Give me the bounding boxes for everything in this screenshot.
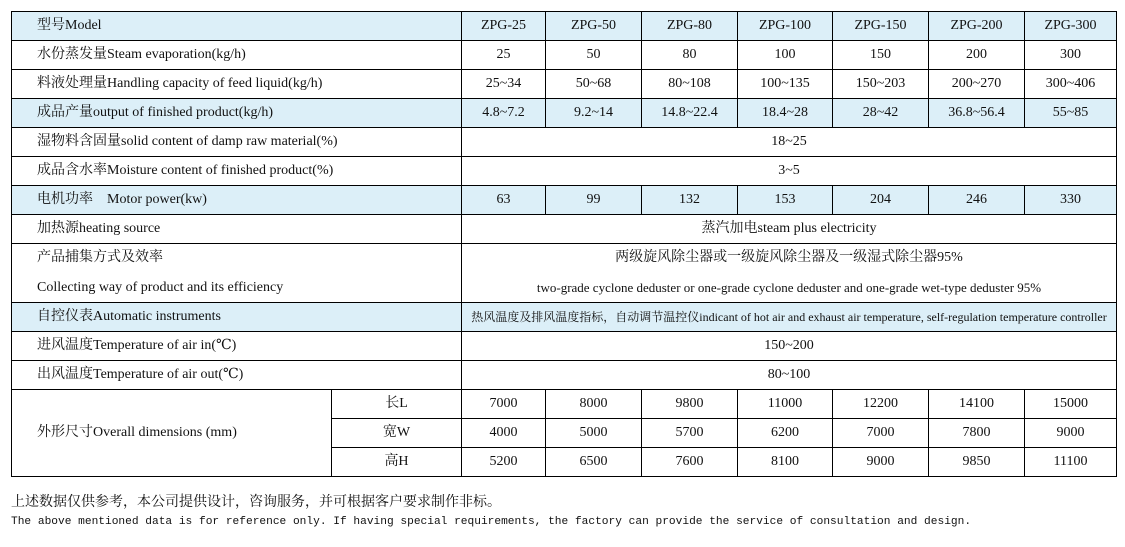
row-label: 电机功率 Motor power(kw) [12, 186, 462, 215]
value-cell: 246 [929, 186, 1025, 215]
merged-value-cell: 3~5 [462, 157, 1117, 186]
table-row-steam-evaporation [12, 41, 1117, 70]
collecting-value-en: two-grade cyclone deduster or one-grade cyclone deduster and one-grade wet-type deduster 95% [536, 280, 1042, 295]
merged-value-cell: 18~25 [462, 128, 1117, 157]
merged-value-cell: 80~100 [462, 361, 1117, 390]
value-cell: 7800 [929, 419, 1025, 448]
row-label: 成品产量output of finished product(kg/h) [12, 99, 462, 128]
value-cell: 9800 [642, 390, 738, 419]
value-cell: 7000 [833, 419, 929, 448]
header-row [12, 12, 1117, 41]
model-cell: ZPG-100 [738, 12, 833, 41]
table-row-motor-power [12, 186, 1117, 215]
table-row-dimension-length [12, 390, 1117, 419]
value-cell: 6500 [546, 448, 642, 477]
footnote-en: The above mentioned data is for reference only. If having special requirements, the factory can provide the service of consultation and design. [11, 516, 972, 528]
value-cell: 100 [738, 41, 833, 70]
value-cell: 9850 [929, 448, 1025, 477]
value-cell: 5700 [642, 419, 738, 448]
value-cell: 9000 [833, 448, 929, 477]
row-label [12, 244, 462, 303]
value-cell: 5000 [546, 419, 642, 448]
value-cell: 300 [1025, 41, 1117, 70]
value-cell: 5200 [462, 448, 546, 477]
value-cell: 14.8~22.4 [642, 99, 738, 128]
value-cell: 4000 [462, 419, 546, 448]
value-cell: 28~42 [833, 99, 929, 128]
table-row-heating-source [12, 215, 1117, 244]
row-label: 湿物料含固量solid content of damp raw material(%) [12, 128, 462, 157]
value-cell: 25~34 [462, 70, 546, 99]
value-cell: 80 [642, 41, 738, 70]
value-cell: 6200 [738, 419, 833, 448]
collecting-value-zh: 两级旋风除尘器或一级旋风除尘器及一级湿式除尘器95% [615, 250, 963, 265]
value-cell: 204 [833, 186, 929, 215]
table-row-instruments [12, 303, 1117, 332]
table-row-air-in [12, 332, 1117, 361]
value-cell: 153 [738, 186, 833, 215]
value-cell: 330 [1025, 186, 1117, 215]
value-cell: 200~270 [929, 70, 1025, 99]
spec-table [11, 11, 1117, 477]
merged-value-cell: 热风温度及排风温度指标，自动调节温控仪indicant of hot air and exhaust air temperature, self-regulation temperature controller [462, 303, 1117, 332]
model-cell: ZPG-80 [642, 12, 738, 41]
dimension-sub-label: 高H [332, 448, 462, 477]
value-cell: 80~108 [642, 70, 738, 99]
value-cell: 50~68 [546, 70, 642, 99]
value-cell: 4.8~7.2 [462, 99, 546, 128]
value-cell: 25 [462, 41, 546, 70]
value-cell: 15000 [1025, 390, 1117, 419]
model-cell: ZPG-200 [929, 12, 1025, 41]
table-row-air-out [12, 361, 1117, 390]
value-cell: 8100 [738, 448, 833, 477]
value-cell: 12200 [833, 390, 929, 419]
value-cell: 150 [833, 41, 929, 70]
value-cell: 99 [546, 186, 642, 215]
merged-value-cell [462, 244, 1117, 303]
collecting-label-zh: 产品捕集方式及效率 [37, 250, 163, 265]
row-label: 自控仪表Automatic instruments [12, 303, 462, 332]
header-label: 型号Model [12, 12, 462, 41]
value-cell: 36.8~56.4 [929, 99, 1025, 128]
row-label: 料液处理量Handling capacity of feed liquid(kg/h) [12, 70, 462, 99]
merged-value-cell: 蒸汽加电steam plus electricity [462, 215, 1117, 244]
value-cell: 11100 [1025, 448, 1117, 477]
value-cell: 8000 [546, 390, 642, 419]
dimension-sub-label: 长L [332, 390, 462, 419]
value-cell: 7600 [642, 448, 738, 477]
value-cell: 9.2~14 [546, 99, 642, 128]
value-cell: 55~85 [1025, 99, 1117, 128]
table-row-moisture-content [12, 157, 1117, 186]
dimension-sub-label: 宽W [332, 419, 462, 448]
row-label: 加热源heating source [12, 215, 462, 244]
table-row-handling-capacity [12, 70, 1117, 99]
merged-value-cell: 150~200 [462, 332, 1117, 361]
value-cell: 7000 [462, 390, 546, 419]
row-label: 进风温度Temperature of air in(℃) [12, 332, 462, 361]
row-label: 出风温度Temperature of air out(℃) [12, 361, 462, 390]
table-row-finished-output [12, 99, 1117, 128]
model-cell: ZPG-25 [462, 12, 546, 41]
collecting-label-en: Collecting way of product and its efficiency [37, 280, 284, 295]
model-cell: ZPG-150 [833, 12, 929, 41]
value-cell: 100~135 [738, 70, 833, 99]
value-cell: 11000 [738, 390, 833, 419]
row-label: 外形尺寸Overall dimensions (mm) [12, 390, 332, 477]
footnote-zh: 上述数据仅供参考，本公司提供设计，咨询服务，并可根据客户要求制作非标。 [11, 495, 501, 510]
value-cell: 300~406 [1025, 70, 1117, 99]
row-label: 水份蒸发量Steam evaporation(kg/h) [12, 41, 462, 70]
value-cell: 50 [546, 41, 642, 70]
value-cell: 63 [462, 186, 546, 215]
model-cell: ZPG-50 [546, 12, 642, 41]
value-cell: 200 [929, 41, 1025, 70]
table-row-solid-content [12, 128, 1117, 157]
row-label: 成品含水率Moisture content of finished product(%) [12, 157, 462, 186]
value-cell: 18.4~28 [738, 99, 833, 128]
value-cell: 150~203 [833, 70, 929, 99]
value-cell: 9000 [1025, 419, 1117, 448]
model-cell: ZPG-300 [1025, 12, 1117, 41]
value-cell: 132 [642, 186, 738, 215]
value-cell: 14100 [929, 390, 1025, 419]
table-row-collecting [12, 244, 1117, 303]
